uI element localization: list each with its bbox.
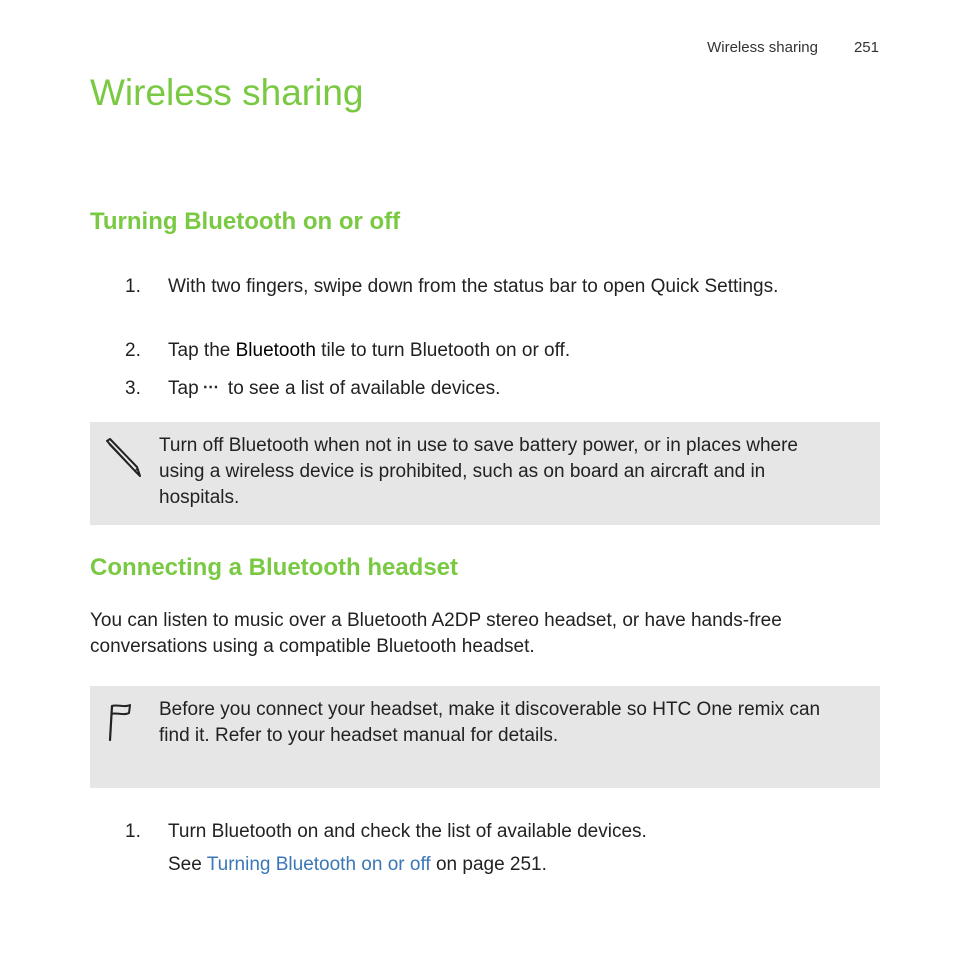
step-text: With two fingers, swipe down from the status bar to open Quick Settings. xyxy=(168,276,779,297)
note-box-discoverable xyxy=(90,686,880,788)
step-1 xyxy=(125,274,855,300)
bluetooth-tile-label: Bluetooth xyxy=(235,340,316,361)
step-number: 1. xyxy=(125,821,141,842)
step-text: Turn Bluetooth on and check the list of available devices. xyxy=(168,821,647,842)
step-3 xyxy=(125,376,855,403)
running-head-section: Wireless sharing xyxy=(707,39,818,56)
intro-paragraph: You can listen to music over a Bluetooth A2DP stereo headset, or have hands-free conversations using a compatible Bluetooth headset. xyxy=(90,610,782,657)
see-also-pre: See xyxy=(168,854,207,875)
step-text xyxy=(168,376,855,403)
note-text: Turn off Bluetooth when not in use to save battery power, or in places where using a wireless device is prohibited, such as on board an aircraft and in hospitals. xyxy=(159,435,798,508)
section-heading-turning-bluetooth: Turning Bluetooth on or off xyxy=(90,208,401,235)
see-also-line xyxy=(125,852,855,878)
flag-icon xyxy=(104,702,134,746)
step-1-headset xyxy=(125,819,855,845)
chapter-title: Wireless sharing xyxy=(90,72,364,113)
note-box-battery xyxy=(90,422,880,525)
step-text-post: to see a list of available devices. xyxy=(227,378,501,399)
running-head-page-number: 251 xyxy=(853,39,879,56)
step-text xyxy=(168,338,855,364)
step-text-pre: Tap xyxy=(168,378,199,399)
section-heading-connecting-headset: Connecting a Bluetooth headset xyxy=(90,554,459,581)
running-head xyxy=(707,39,879,56)
see-also-post: on page 251. xyxy=(430,854,547,875)
step-number: 2. xyxy=(125,340,141,361)
step-number: 3. xyxy=(125,378,141,399)
step-2 xyxy=(125,338,855,364)
step-text-post: tile to turn Bluetooth on or off. xyxy=(315,340,571,361)
step-number: 1. xyxy=(125,276,141,297)
step-text-pre: Tap the xyxy=(168,340,236,361)
see-also-text xyxy=(168,852,855,878)
see-also-link[interactable]: Turning Bluetooth on or off xyxy=(206,854,431,875)
note-text: Before you connect your headset, make it discoverable so HTC One remix can find it. Refer to your headset manual for details. xyxy=(159,699,821,746)
pencil-icon xyxy=(104,438,144,482)
more-dots-icon: ⋯ xyxy=(202,379,219,396)
